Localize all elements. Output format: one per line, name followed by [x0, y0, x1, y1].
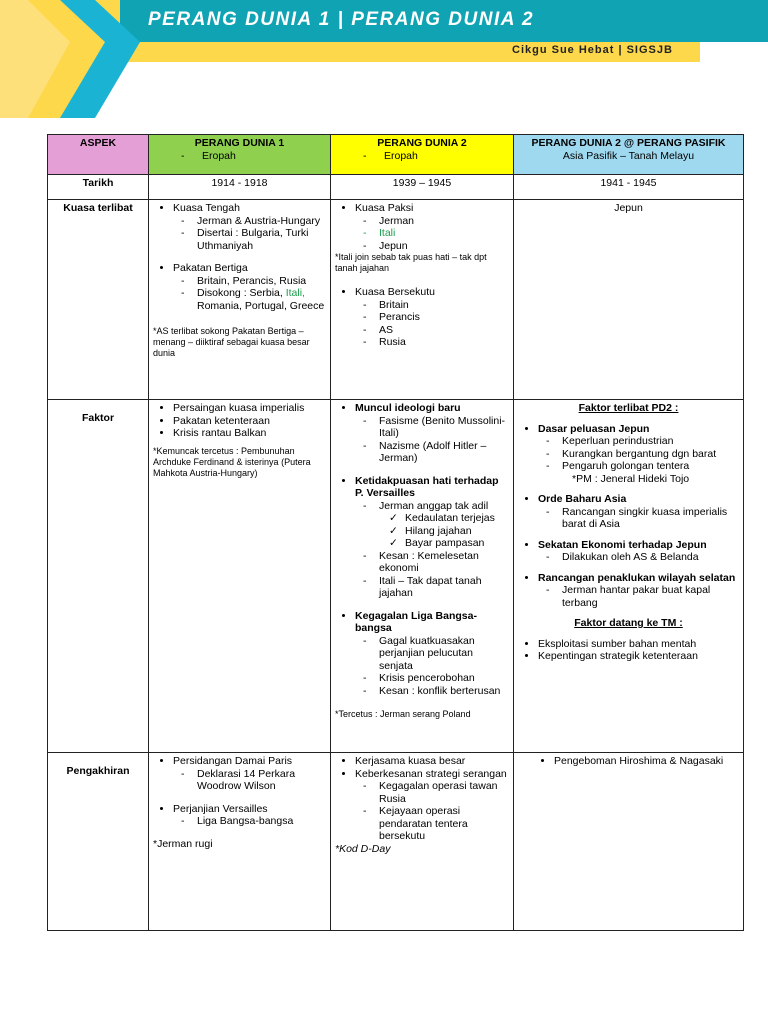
pengakhiran-pd2	[331, 753, 514, 931]
kuasa-pd1-note: *AS terlibat sokong Pakatan Bertiga – menang – diiktiraf sebagai kuasa besar dunia	[153, 326, 310, 358]
list-item	[173, 803, 326, 828]
list-item	[538, 539, 739, 564]
sub-item: - Liga Bangsa-bangsa	[197, 815, 326, 828]
header-pasifik-region: Asia Pasifik – Tanah Melayu	[562, 149, 695, 162]
list-item	[538, 493, 739, 531]
sub-item	[197, 287, 326, 312]
page-title: PERANG DUNIA 1 | PERANG DUNIA 2	[148, 9, 535, 30]
header-pd1-title: PERANG DUNIA 1	[194, 137, 285, 149]
list-item: • Pakatan ketenteraan	[173, 415, 326, 428]
list-item: • Kepentingan strategik ketenteraan	[538, 650, 739, 663]
header-pd2-region: - Eropah	[363, 149, 418, 162]
sub-item-text: Jerman anggap tak adil	[379, 499, 489, 512]
header-aspek: ASPEK	[48, 135, 149, 175]
pengakhiran-pd2-list	[335, 755, 509, 843]
kuasa-pasifik: Jepun	[514, 200, 744, 400]
table-row-pengakhiran	[48, 753, 744, 931]
list-item: • Pengeboman Hiroshima & Nagasaki	[554, 755, 739, 768]
sub-item: - Itali	[379, 227, 509, 240]
list-item-text: Rancangan penaklukan wilayah selatan	[538, 571, 736, 584]
list-item-text: Kuasa Paksi	[355, 202, 414, 214]
faktor-pasifik-list-5	[518, 638, 739, 663]
row-label-tarikh: Tarikh	[48, 175, 149, 200]
header-pasifik	[514, 135, 744, 175]
sub-item: - Itali – Tak dapat tanah jajahan	[379, 575, 509, 600]
header-pd1	[149, 135, 331, 175]
pengakhiran-pasifik	[514, 753, 744, 931]
row-label-kuasa: Kuasa terlibat	[48, 200, 149, 400]
list-item-text: Sekatan Ekonomi terhadap Jepun	[538, 538, 707, 551]
kuasa-pd1	[149, 200, 331, 400]
header-pd2-title: PERANG DUNIA 2	[377, 137, 467, 149]
check-item: ✓ Kedaulatan terjejas	[405, 512, 509, 525]
sub-item-highlight: Itali,	[285, 287, 305, 299]
comparison-table	[47, 134, 744, 931]
header-pd1-region: - Eropah	[181, 149, 236, 162]
header-pd2	[331, 135, 514, 175]
sub-item: - Kegagalan operasi tawan Rusia	[379, 780, 509, 805]
list-item-text: Kegagalan Liga Bangsa-bangsa	[355, 609, 477, 634]
list-item	[538, 572, 739, 610]
faktor-pd2	[331, 400, 514, 753]
list-item	[355, 768, 509, 843]
header-chevron-graphic	[0, 0, 150, 120]
header-pd2-region-text: Eropah	[384, 149, 418, 162]
list-item: • Persaingan kuasa imperialis	[173, 402, 326, 415]
sub-item: - Krisis pencerobohan	[379, 672, 509, 685]
table-header-row	[48, 135, 744, 175]
tarikh-pd1: 1914 - 1918	[149, 175, 331, 200]
tarikh-pasifik: 1941 - 1945	[514, 175, 744, 200]
list-item: • Eksploitasi sumber bahan mentah	[538, 638, 739, 651]
sub-list	[355, 415, 509, 465]
kuasa-pd2-list-1	[335, 202, 509, 252]
list-item-text: Perjanjian Versailles	[173, 802, 268, 815]
sub-item: - Jerman & Austria-Hungary	[197, 215, 326, 228]
list-item-text: Muncul ideologi baru	[355, 402, 461, 414]
sub-item: - Dilakukan oleh AS & Belanda	[562, 551, 739, 564]
sub-list	[173, 815, 326, 828]
list-item	[355, 402, 509, 465]
faktor-pd2-list-2	[335, 475, 509, 600]
pengakhiran-pasifik-list	[518, 755, 739, 768]
faktor-pasifik-list-2	[518, 493, 739, 531]
faktor-pd1-list	[153, 402, 326, 440]
header-pasifik-title: PERANG DUNIA 2 @ PERANG PASIFIK	[531, 137, 726, 149]
sub-list	[355, 215, 509, 253]
sub-list	[173, 215, 326, 253]
sub-item: - Kejayaan operasi pendaratan tentera bersekutu	[379, 805, 509, 843]
sub-item: - Disertai : Bulgaria, Turki Uthmaniyah	[197, 227, 326, 252]
table-row-faktor	[48, 400, 744, 753]
sub-list	[173, 768, 326, 793]
check-list	[379, 512, 509, 550]
sub-list	[355, 780, 509, 843]
list-item	[355, 202, 509, 252]
list-item-text: Persidangan Damai Paris	[173, 755, 293, 767]
pengakhiran-pd1-list-1	[153, 755, 326, 793]
table-row-kuasa	[48, 200, 744, 400]
pengakhiran-pd1	[149, 753, 331, 931]
faktor-pd2-note: *Tercetus : Jerman serang Poland	[335, 709, 471, 719]
kuasa-pd1-list-1	[153, 202, 326, 252]
pengakhiran-pd2-note: *Kod D-Day	[335, 842, 391, 855]
sub-item: - Keperluan perindustrian	[562, 435, 739, 448]
faktor-pasifik-heading-2: Faktor datang ke TM :	[574, 617, 683, 629]
sub-item: - Deklarasi 14 Perkara Woodrow Wilson	[197, 768, 326, 793]
sub-list	[538, 435, 739, 473]
sub-item: - Kesan : Kemelesetan ekonomi	[379, 550, 509, 575]
list-item	[173, 262, 326, 312]
tarikh-pd2: 1939 – 1945	[331, 175, 514, 200]
faktor-pd2-list-1	[335, 402, 509, 465]
page-subtitle: Cikgu Sue Hebat | SIGSJB	[512, 44, 673, 56]
pm-note: *PM : Jeneral Hideki Tojo	[572, 472, 690, 485]
sub-item: - Rancangan singkir kuasa imperialis barat di Asia	[562, 506, 739, 531]
sub-list	[355, 500, 509, 600]
list-item-text: Kuasa Tengah	[173, 202, 240, 214]
sub-item: - Rusia	[379, 336, 509, 349]
faktor-pasifik-list-3	[518, 539, 739, 564]
faktor-pasifik	[514, 400, 744, 753]
list-item	[355, 610, 509, 698]
table-row-tarikh	[48, 175, 744, 200]
row-label-pengakhiran: Pengakhiran	[48, 753, 149, 931]
sub-item	[379, 500, 509, 550]
list-item: • Kerjasama kuasa besar	[355, 755, 509, 768]
list-item	[355, 286, 509, 349]
check-item: ✓ Bayar pampasan	[405, 537, 509, 550]
sub-list	[355, 299, 509, 349]
sub-item: - Jepun	[379, 240, 509, 253]
sub-list	[538, 584, 739, 609]
list-item-text: Pakatan Bertiga	[173, 262, 248, 274]
kuasa-pd2-list-2	[335, 286, 509, 349]
sub-item: - Britain, Perancis, Rusia	[197, 275, 326, 288]
check-item: ✓ Hilang jajahan	[405, 525, 509, 538]
sub-item: - Jerman	[379, 215, 509, 228]
sub-item: - Perancis	[379, 311, 509, 324]
list-item	[173, 755, 326, 793]
list-item-text: Kuasa Bersekutu	[355, 286, 435, 298]
faktor-pd2-list-3	[335, 610, 509, 698]
faktor-pasifik-list-4	[518, 572, 739, 610]
kuasa-pd1-list-2	[153, 262, 326, 312]
sub-list	[173, 275, 326, 313]
sub-list	[355, 635, 509, 698]
pengakhiran-pd1-note: *Jerman rugi	[153, 837, 213, 850]
sub-item: - Kurangkan bergantung dgn barat	[562, 448, 739, 461]
faktor-pd1-note: *Kemuncak tercetus : Pembunuhan Archduke Ferdinand & isterinya (Putera Mahkota Austria-Hungary)	[153, 445, 311, 478]
sub-item: - AS	[379, 324, 509, 337]
sub-item: - Pengaruh golongan tentera	[562, 460, 739, 473]
kuasa-pd2-note: *Itali join sebab tak puas hati – tak dpt tanah jajahan	[335, 252, 487, 273]
header-pd1-region-text: Eropah	[202, 149, 236, 162]
faktor-pd1	[149, 400, 331, 753]
sub-item: - Fasisme (Benito Mussolini- Itali)	[379, 415, 509, 440]
sub-item: - Kesan : konflik berterusan	[379, 685, 509, 698]
list-item: • Krisis rantau Balkan	[173, 427, 326, 440]
sub-item-text: Romania, Portugal, Greece	[197, 299, 325, 312]
list-item	[538, 423, 739, 486]
sub-item: - Gagal kuatkuasakan perjanjian pelucutan senjata	[379, 635, 509, 673]
faktor-pasifik-list-1	[518, 423, 739, 486]
list-item-text: Ketidakpuasan hati terhadap P. Versailles	[355, 474, 499, 499]
list-item-text: Orde Baharu Asia	[538, 493, 627, 505]
list-item	[173, 202, 326, 252]
sub-item-text: Disokong : Serbia,	[197, 287, 286, 299]
list-item-text: Keberkesanan strategi serangan	[355, 767, 507, 780]
sub-item: - Britain	[379, 299, 509, 312]
sub-list	[538, 551, 739, 564]
list-item	[355, 475, 509, 600]
kuasa-pd2	[331, 200, 514, 400]
sub-list	[538, 506, 739, 531]
pengakhiran-pd1-list-2	[153, 803, 326, 828]
list-item-text: Dasar peluasan Jepun	[538, 422, 650, 435]
faktor-pasifik-heading-1: Faktor terlibat PD2 :	[578, 402, 679, 414]
row-label-faktor: Faktor	[48, 400, 149, 753]
sub-item: - Nazisme (Adolf Hitler – Jerman)	[379, 440, 509, 465]
sub-item: - Jerman hantar pakar buat kapal terbang	[562, 584, 739, 609]
